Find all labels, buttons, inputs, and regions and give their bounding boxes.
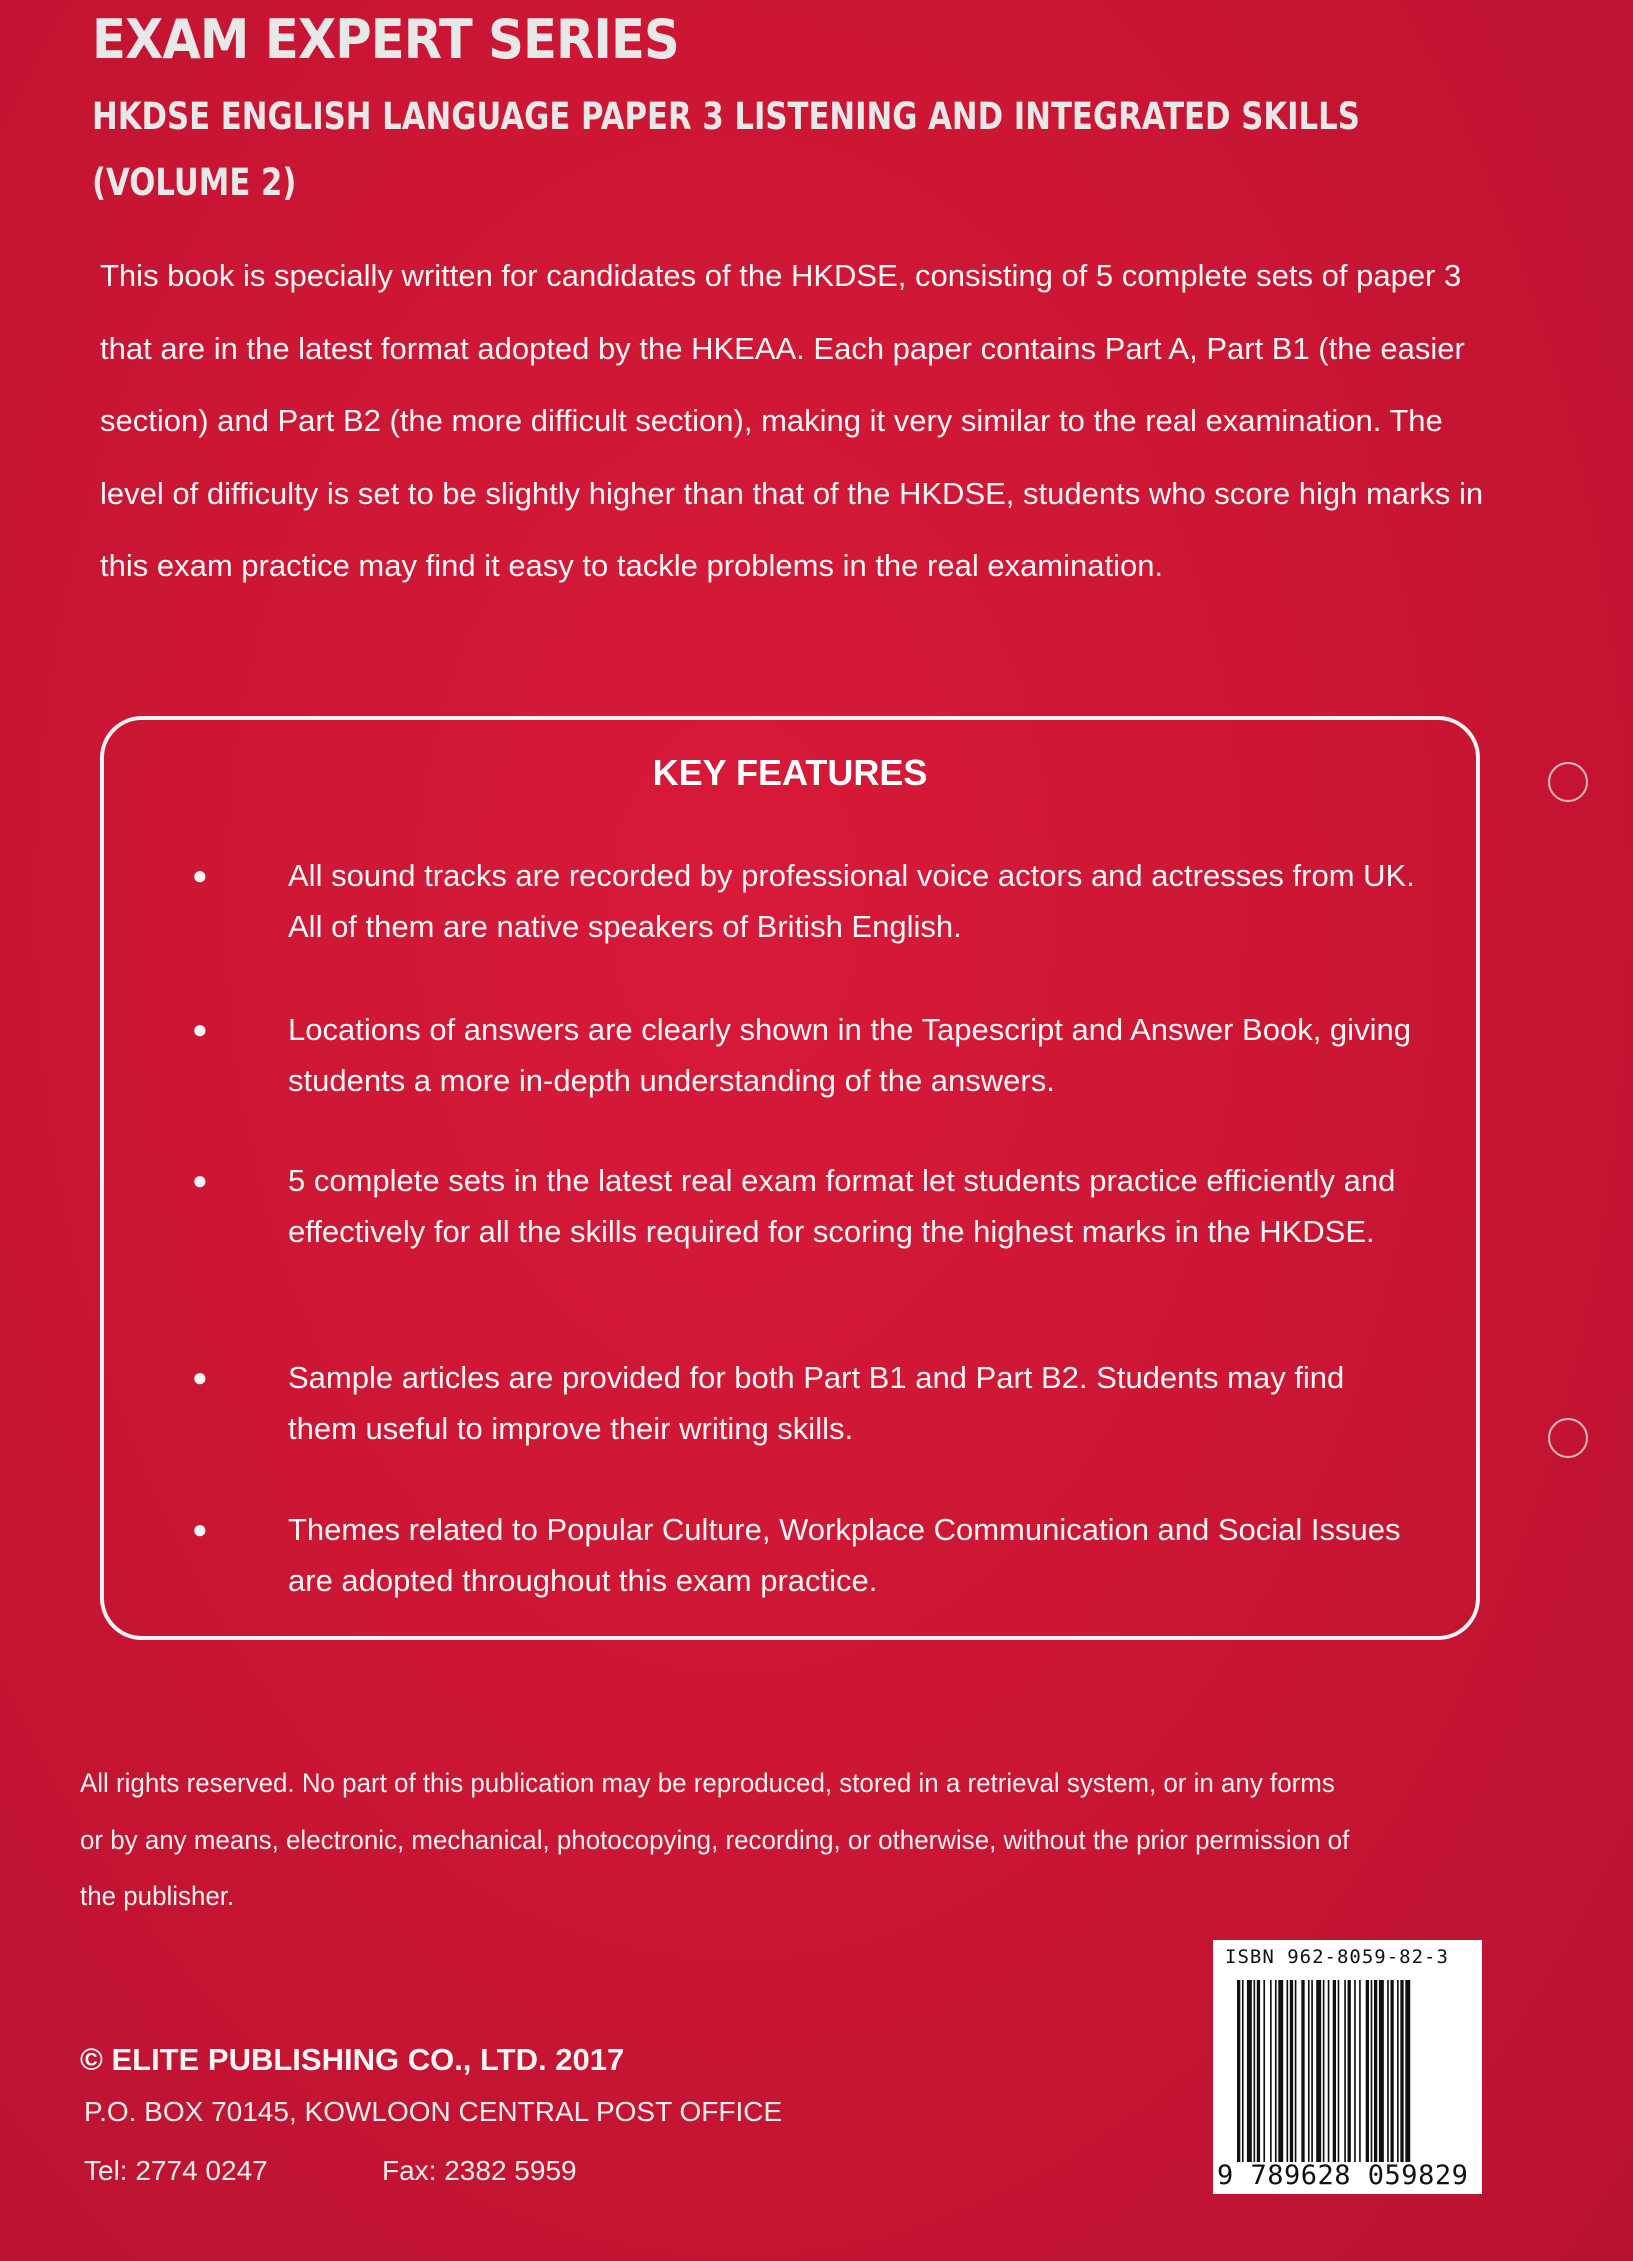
ean-number: 9 789628 059829 [1217,2160,1469,2191]
barcode-bar [1371,1980,1373,2162]
book-title-line-2: (VOLUME 2) [92,161,297,204]
feature-text: 5 complete sets in the latest real exam format let students practice efficiently and effectively for all the skills required for scoring the highest marks in the HKDSE. [288,1163,1396,1249]
binder-hole-icon [1548,1418,1588,1458]
barcode-bar [1287,1980,1289,2162]
isbn-label: ISBN 962-8059-82-3 [1225,1946,1449,1968]
barcode-bar [1348,1980,1351,2162]
barcode-bar [1316,1980,1321,2162]
publisher-fax: Fax: 2382 5959 [382,2155,577,2186]
barcode-bar [1387,1980,1389,2162]
feature-text: Themes related to Popular Culture, Workplace Communication and Social Issues are adopted throughout this exam practice. [288,1512,1401,1598]
barcode-bar [1338,1980,1340,2162]
barcode-bar [1247,1980,1252,2162]
bullet-icon: ● [192,1014,208,1044]
barcode-bar [1323,1980,1325,2162]
barcode-bar [1290,1980,1293,2162]
book-title [92,84,1360,216]
barcode-bar [1390,1980,1393,2162]
barcode-bar [1278,1980,1283,2162]
barcode-bars [1237,1980,1459,2162]
barcode-bar [1328,1980,1330,2162]
barcode-bar [1270,1980,1272,2162]
bullet-icon: ● [192,860,208,890]
publisher-name: © ELITE PUBLISHING CO., LTD. 2017 [80,2042,625,2077]
barcode-bar [1359,1980,1361,2162]
feature-text: All sound tracks are recorded by professional voice actors and actresses from UK. All of them are native speakers of British English. [288,858,1415,944]
barcode-bar [1242,1980,1244,2162]
series-title: EXAM EXPERT SERIES [92,8,679,71]
barcode-bar [1354,1980,1356,2162]
barcode-bar [1397,1980,1399,2162]
barcode-bar [1366,1980,1369,2162]
bullet-icon: ● [192,1362,208,1392]
barcode-bar [1379,1980,1384,2162]
barcode-bar [1333,1980,1336,2162]
publisher-address: P.O. BOX 70145, KOWLOON CENTRAL POST OFFICE [84,2096,783,2127]
barcode-bar [1301,1980,1304,2162]
barcode-bar [1295,1980,1297,2162]
barcode [1213,1940,1482,2194]
bullet-icon: ● [192,1165,208,1195]
barcode-bar [1405,1980,1410,2162]
barcode-bar [1344,1980,1346,2162]
barcode-bar [1308,1980,1310,2162]
barcode-bar [1254,1980,1256,2162]
book-title-line-1: HKDSE ENGLISH LANGUAGE PAPER 3 LISTENING AND INTEGRATED SKILLS [92,95,1360,138]
binder-hole-icon [1548,762,1588,802]
barcode-bar [1263,1980,1265,2162]
barcode-bar [1275,1980,1277,2162]
barcode-bar [1400,1980,1403,2162]
feature-text: Locations of answers are clearly shown in the Tapescript and Answer Book, giving students a more in-depth understanding of the answers. [288,1012,1411,1098]
feature-text: Sample articles are provided for both Part B1 and Part B2. Students may find them useful to improve their writing skills. [288,1360,1345,1446]
barcode-bar [1374,1980,1377,2162]
barcode-bar [1311,1980,1313,2162]
key-features-heading: KEY FEATURES [652,752,928,793]
barcode-bar [1257,1980,1260,2162]
publisher-tel: Tel: 2774 0247 [84,2155,268,2186]
intro-paragraph: This book is specially written for candidates of the HKDSE, consisting of 5 complete sets of paper 3 that are in the latest format adopted by the HKEAA. Each paper contains Part A, Part B1 (the easier section) and Part B2 (the more difficult section), making it very similar to the real examination. The level of difficulty is set to be slightly higher than that of the HKDSE, students who score high marks in this exam practice may find it easy to tackle problems in the real examination. [100,258,1484,583]
barcode-bar [1237,1980,1240,2162]
bullet-icon: ● [192,1514,208,1544]
key-features-box [100,716,1480,1640]
rights-notice: All rights reserved. No part of this publication may be reproduced, stored in a retrieval system, or in any forms or by any means, electronic, mechanical, photocopying, recording, or otherwise, without the prior permission of the publisher. [80,1768,1350,1911]
